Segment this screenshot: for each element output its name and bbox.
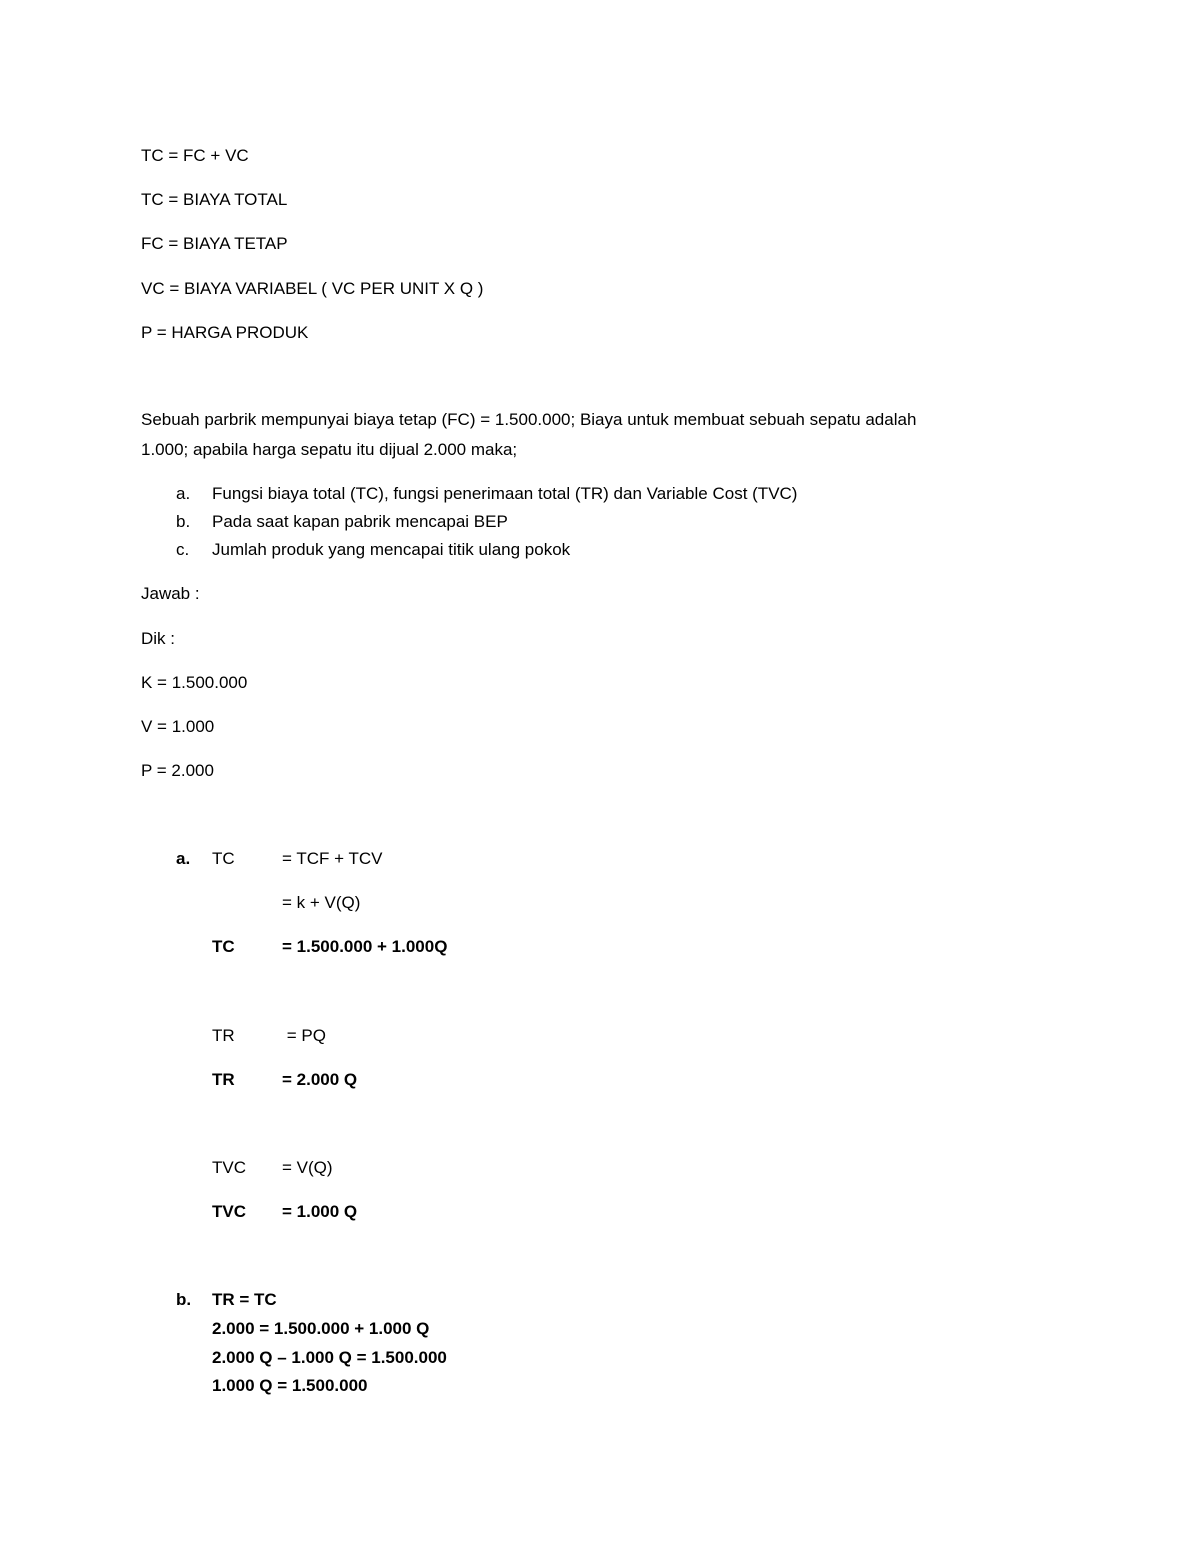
equation-term: TR [212, 1070, 235, 1089]
part-b-marker: b. [176, 1290, 192, 1309]
equation-expression: = V(Q) [282, 1158, 333, 1177]
problem-text-line1: Sebuah parbrik mempunyai biaya tetap (FC) = 1.500.000; Biaya untuk membuat sebuah sepatu adalah [141, 410, 917, 429]
equation-expression: = PQ [282, 1026, 326, 1045]
part-a-marker: a. [176, 849, 191, 868]
list-marker: b. [176, 512, 191, 531]
known-value: P = 2.000 [141, 761, 214, 780]
list-item: Pada saat kapan pabrik mencapai BEP [212, 512, 508, 531]
equation-term: TR [212, 1026, 235, 1045]
problem-text-line2: 1.000; apabila harga sepatu itu dijual 2.000 maka; [141, 440, 518, 459]
answer-heading: Jawab : [141, 584, 200, 603]
known-value: V = 1.000 [141, 717, 215, 736]
equation-line: TR = TC [212, 1290, 277, 1309]
definition-line: P = HARGA PRODUK [141, 323, 309, 342]
equation-line: 2.000 = 1.500.000 + 1.000 Q [212, 1319, 430, 1338]
list-marker: c. [176, 540, 190, 559]
equation-expression: = 2.000 Q [282, 1070, 358, 1089]
definition-line: FC = BIAYA TETAP [141, 234, 288, 253]
equation-expression: = k + V(Q) [282, 893, 361, 912]
definition-line: VC = BIAYA VARIABEL ( VC PER UNIT X Q ) [141, 279, 484, 298]
equation-line: 1.000 Q = 1.500.000 [212, 1376, 368, 1395]
equation-term: TVC [212, 1158, 246, 1177]
equation-term: TC [212, 849, 235, 868]
known-value: K = 1.500.000 [141, 673, 248, 692]
list-item: Jumlah produk yang mencapai titik ulang pokok [212, 540, 571, 559]
equation-expression: = 1.500.000 + 1.000Q [282, 937, 448, 956]
definition-line: TC = BIAYA TOTAL [141, 190, 288, 209]
list-item: Fungsi biaya total (TC), fungsi penerimaan total (TR) dan Variable Cost (TVC) [212, 484, 798, 503]
equation-term: TC [212, 937, 235, 956]
known-label: Dik : [141, 629, 175, 648]
equation-term: TVC [212, 1202, 246, 1221]
equation-expression: = 1.000 Q [282, 1202, 358, 1221]
list-marker: a. [176, 484, 191, 503]
definition-line: TC = FC + VC [141, 146, 249, 165]
equation-line: 2.000 Q – 1.000 Q = 1.500.000 [212, 1348, 447, 1367]
equation-expression: = TCF + TCV [282, 849, 383, 868]
